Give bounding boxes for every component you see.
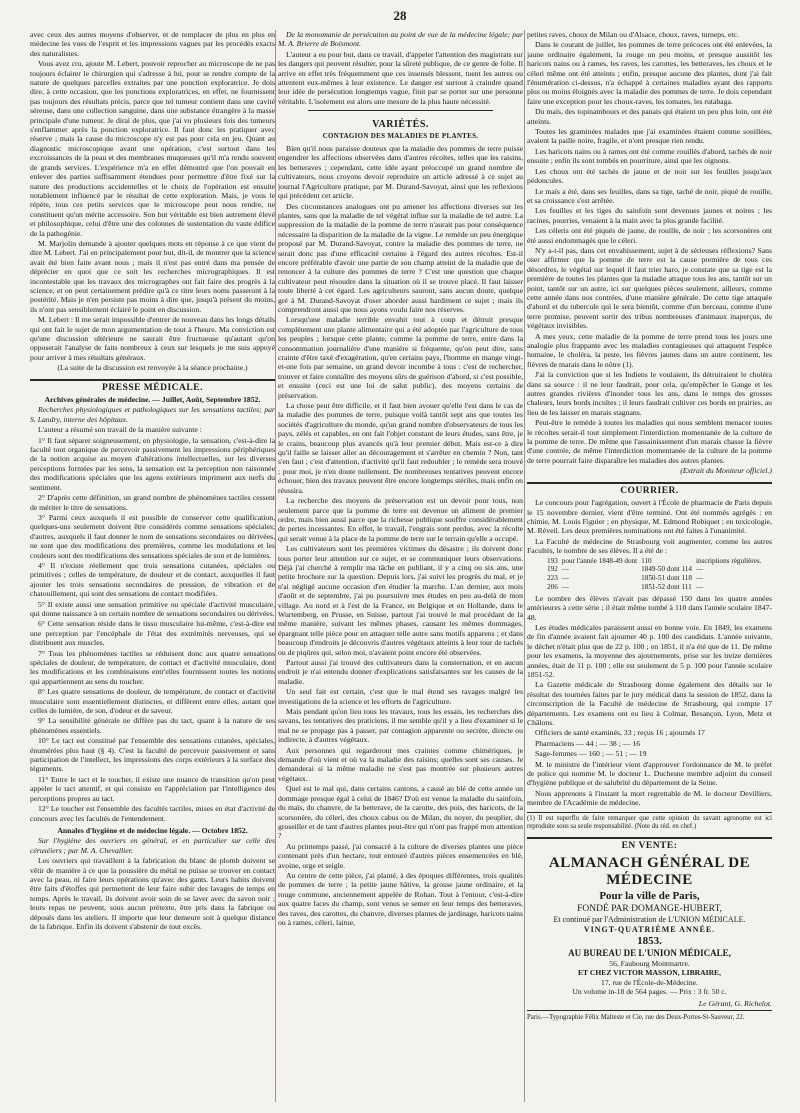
column-left (30, 30, 275, 1098)
paragraph: Vous avez cru, ajoute M. Lebert, pouvoir reprocher au microscope de ne pas toujours éclairer le chirurgien qui s'adresse à lui, pour se rendre compte de la nature de quelques parcelles extraites par une ponction exploratrice. Je dois dire, à cette occasion, que les ponctions exploratrices, en effet, ne fournissent pas toujours des résultats précis, parce que tel tumeur contient dans une cavité séreuse, dans une collection sanguine, dans une substance étrangère à la masse principale d'une tumeur. Je dirai de plus, que j'ai vu plusieurs fois des tumeurs s'enflammer après la ponction exploratrice. Il faut donc les pratiquer avec réserve ; mais la cause du microscope n'y est pas pour cela en jeu. Quant au diagnostic microscopique avant une opération, c'est surtout dans les excroissances de la peau et des membranes muqueuses qu'il m'a rendu souvent de grands services. L'expérience m'a en effet démontré que l'on pouvait en enlever des parties suffisamment étendues pour permettre d'être fixé sur la nature des productions accidentelles et le choix de l'opération est ensuite notablement influencé par le résultat de cette exploration. Mais, je vous le répète, tous ces petits services que le microscope peut nous rendre, ne constituent qu'un mérite accessoire. Son but véritable est bien autrement élevé et philosophique, celui d'être une des colonnes de sustentation du vaste édifice de la pathogénie. (30, 59, 275, 238)
paragraph: Quel est le mal qui, dans certains cantons, a causé au blé de cette année un dommage presque égal à celui de 1846? D'où est venue la maladie du sainfoin, du maïs, du chanvre, de la betterave, de la carotte, des pois, des haricots, de la scorsonère, du céleri, des choux cabus ou de Milan, du noyer, du peuplier, du groseiller et de tant d'autres plantes peut-être qui n'ont pas frappé mon attention ? (278, 784, 523, 841)
table-cell: — (561, 574, 569, 583)
paragraph: Toutes les graminées malades que j'ai examinées étaient comme souillées, avaient la paille noire, fragile, et n'ont presque rien rendu. (527, 127, 772, 146)
paragraph: Des circonstances analogues ont pu amener les affections diverses sur les plantes, sans que la maladie de tel végétal influe sur la maladie de tel autre. La suppression de la maladie de la pomme de terre n'aurait pas pour conséquence nécessaire la disparition de la maladie de la vigne. Le remède un peu énergique proposé par M. Durand-Savoyat, contre la maladie des pommes de terre, ne serait donc pas d'une efficacité certaine à l'égard des autres récoltes. Est-il encore préférable d'avoir une partie de son champ atteint de la maladie que de renoncer à la culture des pommes de terre ? C'est une question que chaque cultivateur peut résoudre dans la situation où il se trouve placé. Il faut laisser toute liberté à cet égard. Les agriculteurs sauront, sans aucun doute, quelque gré à M. Durand-Savoyat d'oser aborder aussi hardiment ce sujet ; mais ils comprendront aussi que nous ayons voulu faire nos réserves. (278, 201, 523, 314)
ad-line: FONDÉ PAR DOMANGE-HUBERT, (577, 904, 722, 915)
paragraph: L'auteur a eu pour but, dans ce travail, d'appeler l'attention des magistrats sur les dangers qui peuvent résulter, pour la sûreté publique, de ce genre de folie. Il arrive en effet très fréquemment que ces insensés blessent, tuent les autres ou attentent eux-mêmes à leur existence. Le danger est surtout à craindre quand leur idée de persécution longtemps vague, finit par se porter sur une personne véritable. L'isolement est alors une mesure de la plus haute nécessité. (278, 49, 523, 106)
paragraph: 1° Il faut séparer soigneusement, en physiologie, la sensation, c'est-à-dire la faculté tout organique de percevoir passivement les impressions périphériques de la notion acquise au moyen d'altérations intellectuelles, sur les diverses perceptions formées par les sens, la sensation est la perception non raisonnée des modifications spéciales que les agens extérieurs impriment aux nerfs du sentiment. (30, 435, 275, 492)
paragraph: Les études médicales paraissent aussi en bonne voie. En 1849, les examens de fin d'année avaient fait ajourner 40 p. 100 des candidats. L'année suivante, le déchet n'était plus que de 22 p. 100 ; en 1851, il n'a été que de 11. De même pour les examens, la moyenne des ajournements, prise sur les treize dernières années, était de 11 p. 100 ; elle est seulement de 5 p. 100 pour l'année scolaire 1851-52. (527, 622, 772, 679)
paragraph: Le nombre des élèves n'avait pas dépassé 150 dans les quatre années antérieures à cette série ; il était même tombé à 110 dans l'année scolaire 1847-48. (527, 593, 772, 622)
ad-line: AU BUREAU DE L'UNION MÉDICALE, (568, 947, 731, 958)
ad-year: 1853. (637, 934, 662, 947)
paragraph: Du maïs, des topinambours et des panais qui étaient un peu plus loin, ont été atteints. (527, 107, 772, 126)
paragraph: La chose peut être difficile, et il faut bien avouer qu'elle l'est dans le cas de la maladie des pommes de terre, puisque voilà tantôt sept ans que toutes les sociétés d'agriculture du monde, qu'un grand nombre d'observateurs de tous les pays, zélés et capables, en ont fait l'objet constant de leurs études, sans être, je le crains, beaucoup plus avancés qu'à leur premier début. Mais est-ce à dire qu'il faille se laisser aller au découragement et s'arrêter en chemin ? Non, tant s'en faut ; c'est d'attention, d'activité qu'il faut redoubler ; le remède sera trouvé ; pour moi, je n'en doute nullement. De nombreuses tentatives peuvent encore échouer, bien des travaux peuvent être encore longtemps stériles, mais enfin on réussira. (278, 401, 523, 495)
table-row (547, 583, 765, 592)
article-title: Recherches physiologiques et pathologiques sur les sensations tactiles; par S. Landry, interne des hôpitaux. (30, 405, 275, 424)
gerant-signature: Le Gérant, G. Richelot. (698, 998, 772, 1008)
table-cell: 192 (547, 565, 558, 574)
section-subtitle: CONTAGION DES MALADIES DE PLANTES. (322, 131, 479, 140)
paragraph: Nous apprenons à l'instant la mort regrettable de M. le docteur Devilliers, membre de l'Académie de médecine. (527, 788, 772, 808)
paragraph: 12° Le toucher est l'ensemble des facultés tactiles, mises en état d'activité de concours avec les facultés de l'entendement. (30, 804, 275, 823)
ad-line: ET CHEZ VICTOR MASSON, LIBRAIRE, (577, 968, 722, 978)
paragraph: 10° Le tact est constitué par l'ensemble des sensations cutanées, spéciales, énumérées plus haut (§ 4). C'est la faculté de percevoir passivement et sans participation de l'intellect, les impressions des corps extérieurs à la surface des téguments. (30, 736, 275, 774)
paragraph: Bien qu'il nous paraisse douteux que la maladie des pommes de terre puisse engendrer les affections observées dans d'autres récoltes, telles que les raisins, les betteraves ; cependant, cette idée ayant préoccupé un grand nombre de cultivateurs, nous croyons devoir reproduire un article adressé à ce sujet au journal l'Agriculture pratique, par M. Durand-Savoyat, ainsi que les reflexions qui précèdent cet article. (278, 144, 523, 201)
paragraph: J'ai la conviction que si les Indiens le voulaient, ils détruiraient le choléra dans sa source : il ne leur faudrait, pour cela, qu'empêcher le Gange et les autres grandes rivières d'inonder tous les ans, dans le temps des grosses chaleurs, leurs bords incultes ; il leurs faudrait cultiver ces bords en prairies, au lieu de les laisser en marais stagnans. (527, 370, 772, 417)
table-cell: 223 (547, 574, 558, 583)
paragraph: La Faculté de médecine de Strasbourg voit augmenter, comme les autres Facultés, le nombre de ses élèves. Il a été de : (527, 536, 772, 556)
table-cell: pour l'année 1848-49 dont (561, 556, 638, 565)
paragraph: 2° D'après cette définition, un grand nombre de phénomènes tactiles cessent de mériter le titre de sensations. (30, 493, 275, 512)
printer-imprint: Paris.—Typographie Félix Malteste et Cie, rue des Deux-Portes-St-Sauveur, 22. (527, 1010, 772, 1022)
ad-line: Un volume in-18 de 564 pages. — Prix : 3 fr. 50 c. (572, 987, 727, 997)
paragraph: Les ouvriers qui travaillent à la fabrication du blanc de plomb doivent se vêtir de manière à ce que la poussière du métal ne puisse se trouver en contact avec la peau, ni faire leurs opérations qu'avec des gants. Leurs habits doivent être faits d'étoffes qui permettent de leur faire subir des lavages de temps en temps. Après le travail, ils doivent avoir soin de se laver avec du savon noir ; leurs repas ne peuvent, sous aucun prétexte, être pris dans la fabrique ou déposés dans les ateliers. Il importe que leur demeure soit à quelque distance de la fabrique. Enfin ils doivent s'abstenir de tout excès. (30, 856, 275, 931)
paragraph: Lorsqu'une maladie terrible envahit tout à coup et détruit presque complètement une plante alimentaire qui a été adoptée par l'agriculture de tous les peuples ; lorsque cette plante, comme la pomme de terre, entre dans la consommation journalière d'une manière si fréquente, qu'on peut dire, sans crainte d'être taxé d'exagération, qu'en certains pays, l'homme en mange vingt-et-une fois par semaine, un grand devoir incombe à tous : c'est de rechercher, trouver et faire connaître des moyens sûrs de guérison d'abord, si c'est possible, et ensuite (ceci est une loi de salut public), des moyens certains de préservation. (278, 315, 523, 400)
article-title: Sur l'hygiène des ouvriers en général, et en particulier sur celle des céruséiers ; par M. A. Chevallier. (30, 836, 275, 855)
column-divider (524, 30, 525, 1102)
paragraph: Dans le courant de juillet, les pommes de terre précoces ont été enlevées, la jaune ordinaire également, la rouge un peu moins, et presque aussitôt les haricots nains ou à rames, les raves, les carottes, les betteraves, les choux et le céleri même ont été atteints ; enfin, presque aucune des plantes, dont j'ai fait l'énumération ci-dessus, n'a échappé à certaines maladies ayant des rapports plus ou moins éloignés avec la maladie des pommes de terre. Je dois cependant faire une exception pour les choux-raves, les tomates, les rutabaga. (527, 40, 772, 106)
paragraph: 9° La sensibilité générale ne diffère pas du tact, quant à la nature de ses phénomènes essentiels. (30, 716, 275, 735)
ad-line: Et continué par l'Administration de L'UNION MÉDICALE. (553, 915, 746, 925)
ad-line: 56, Faubourg Montmartre. (609, 958, 690, 968)
journal-heading: Archives générales de médecine. — Juillet, Août, Septembre 1852. (44, 395, 261, 405)
paragraph: 3° Parmi ceux auxquels il est possible de conserver cette qualification, quelques-uns seulement doivent être considérés comme sensations spéciales; d'autres, auxquels il faut donner le nom de sensations secondaires ou dérivées, ne sont que des modifications des premières, comme les modulations et les couleurs sont des modifications des sensations spéciales de son et de lumières. (30, 512, 275, 560)
paragraph: Un seul fait est certain, c'est que le mal étend ses ravages malgré les investigations de la science et les efforts de l'agriculture. (278, 687, 523, 706)
paragraph: 6° Cette sensation réside dans le tissu musculaire lui-même, c'est-à-dire est une perception par l'encéphale de l'état des extrémités nerveuses, qui se distribuent aux muscles. (30, 619, 275, 648)
paragraph: M. le ministre de l'intérieur vient d'approuver l'ordonnance de M. le préfet de police qui nomme M. le docteur L. Duchesne membre adjoint du conseil d'hygiène publique et de salubrité du département de la Seine. (527, 759, 772, 788)
table-cell: 1850-51 dont 118 (641, 574, 692, 583)
journal-heading: Annales d'hygiène et de médecine légale. — Octobre 1852. (57, 825, 248, 835)
section-title-courrier: COURRIER. (527, 482, 772, 496)
paragraph: 8° Les quatre sensations de douleur, de température, de contact et d'activité musculaire sont essentiellement distinctes, et diffèrent entre elles, autant que celles de lumière, de son, d'odeur et de saveur. (30, 687, 275, 716)
paragraph: L'auteur a résumé son travail de la manière suivante : (38, 425, 202, 435)
paragraph: Au printemps passé, j'ai consacré à la culture de diverses plantes une pièce contenant près d'un hectare, tout entouré d'autres pièces ensemencées en blé, avoine, orge et seigle. (278, 841, 523, 870)
paragraph: avec ceux des autres moyens d'observer, et de remplacer de plus en plus en médecine les vues de l'esprit et les impressions vagues par les procédés exacts des naturalistes. (30, 30, 275, 58)
footnote: (1) Il est superflu de faire remarquer que cette opinion du savant agronome est ici reproduite sous sa seule responsabilité. (Note du réd. en chef.) (527, 812, 772, 831)
table-row (547, 557, 765, 566)
table-cell: inscriptions régulières. (695, 556, 762, 565)
paragraph: Les cultivateurs sont les premières victimes du désastre ; ils doivent donc tous porter leur attention sur ce sujet, et se communiquer leurs observations. Déjà j'ai cherché à remplir ma tâche en publiant, il y a cinq ou six ans, une petite brochure sur la question. Depuis lors, j'ai suivi les progrès du mal, et je n'ai négligé aucune occasion d'en étudier la marche. L'an dernier, aux mois d'août et de septembre, j'ai pu poursuivre mes études en peu au-delà de mon village. Au nord et à l'est de la France, en Belgique et en Hollande, dans le Wurtemberg, en Prusse, en Suisse, partout j'ai trouvé le mal procédant de la même manière, suivant les mêmes phases, causant les mêmes dommages, épargnant telle pièce pour en attaquer telle autre sans motifs apparens ; et dans beaucoup d'endroits je découvris d'autres végétaux atteints à leur tour de tachés ou de piqûres qui, selon moi, n'avaient point encore été observées. (278, 544, 523, 657)
table-cell: 193 (547, 556, 558, 565)
paragraph: Aux personnes qui regarderont mes craintes comme chimériques, je demande d'où vient et où va la maladie des raisins; quelles sont ses causes. Je demanderai si la même maladie ne s'est pas montrée sur plusieurs autres végétaux. (278, 745, 523, 783)
column-right (527, 30, 772, 1098)
almanach-advertisement (527, 855, 772, 996)
divider (308, 110, 493, 111)
table-cell: 1849-50 dont 114 (641, 565, 692, 574)
paragraph: Partout aussi j'ai trouvé des cultivateurs dans la consternation, et en aucun endroit je n'ai entendu donner d'explications satisfaisantes sur les causes de la maladie. (278, 658, 523, 686)
table-cell: 110 (641, 556, 652, 565)
table-cell: — (561, 582, 569, 591)
paragraph: Pharmaciens — 44 ; — 38 ; — 16 (535, 738, 641, 748)
ad-line: 17, rue de l'École-de-Médecine. (601, 977, 698, 987)
article-title: De la monomanie de persécution au point de vue de la médecine légale; par M. A. Brierre de Boismont. (278, 30, 523, 49)
paragraph: La recherche des moyens de préservation est un devoir pour tous, non seulement parce que la pomme de terre est devenue un aliment de premier ordre, mais bien aussi parce que la richesse publique souffre considérablement de pertes incessantes. En effet, le travail, l'engrais sont perdus, avec la récolte qui serait venue à la place de la pomme de terre sur le terrain qu'elle a occupé. (278, 496, 523, 543)
paragraph: A mes yeux, cette maladie de la pomme de terre prend tous les jours une analogie plus frappante avec les maladies contagieuses qui attaquent l'espèce humaine, le choléra, la peste, les fièvres jaunes dans un autre continent, les fièvres de marais dans le nôtre (1). (527, 331, 772, 369)
paragraph: petites raves, choux de Milan ou d'Alsace, choux, raves, turneps, etc. (527, 30, 739, 39)
table-row (547, 574, 765, 583)
table-cell: 206 (547, 582, 558, 591)
table-row (547, 565, 765, 574)
paragraph: M. Marjolin demande à ajouter quelques mots en réponse à ce que vient de dire M. Lebert. J'ai en principalement pour but, dit-il, de montrer que la science avait été bien faite avant nous ; mais il n'est pas entré dans ma pensée de déprécier en quoi que ce soit les recherches micrographiques. Il est incontestable que les travaux des micrographes ont fait faire des progrès à la science, et on peut certainement prédire qu'à ce titre leurs noms passeront à la postérité. Mais je n'en persiste pas moins à dire que, jusqu'à présent du moins, ils n'ont pas sensiblement éclairé le point en discussion. (30, 238, 275, 314)
paragraph: Les haricots nains ou à rames ont été comme rouillés d'abord, tachés de noir ensuite ; enfin ils sont tombés en pourriture, ainsi que les oignons. (527, 146, 772, 166)
section-title-varietes: VARIÉTÉS. (372, 119, 429, 131)
table-cell: — (561, 565, 569, 574)
table-cell: — (695, 574, 704, 583)
ad-line: Pour la ville de Paris, (599, 890, 700, 903)
paragraph: Le concours pour l'agrégation, ouvert à l'École de pharmacie de Paris depuis le 15 novembre dernier, vient d'être terminé. Ont été nommés agrégés : en chimie, M. Louis Figuier ; en physique, M. Edmond Robiquet ; en toxicologie, M. Réveil. Les deux premières nominations ont été faites à l'unanimité. (527, 498, 772, 536)
paragraph: 7° Tous les phénomènes tactiles se réduisent donc aux quatre sensations spéciales de douleur, de température, de contact et d'activité musculaire, dont les modifications et les combinaisons entr'elles fournissent toutes les notions qui appartiennent au sens du toucher. (30, 648, 275, 686)
paragraph: 5° Il existe aussi une sensation primitive ou spéciale d'activité musculaire, qui donne naissance à un certain nombre de sensations secondaires ou dérivées. (30, 599, 275, 618)
paragraph: M. Lebert : Il me serait impossible d'entrer de nouveau dans les longs détails qui ont fait le sujet de mon argumentation de tout à l'heure. Ma conviction est qu'une discussion ultérieure ne saurait être fructueuse qu'autant qu'on opposerait l'analyse de faits nombreux à ceux sur lesquels je me suis appuyé pour arriver à mes résultats généraux. (30, 315, 275, 362)
table-cell: — (695, 582, 704, 591)
table-cell: — (695, 565, 704, 574)
section-title-presse: PRESSE MÉDICALE. (30, 379, 275, 393)
paragraph: Les céleris ont été piqués de jaune, de rouille, de noir ; les scorsonères ont été aussi endommagés que le céleri. (527, 226, 772, 245)
ad-title: ALMANACH GÉNÉRAL DE MÉDECINE (548, 855, 751, 889)
source-credit: (Extrait du Moniteur officiel.) (680, 466, 772, 476)
paragraph: Officiers de santé examinés, 33 ; reçus 16 ; ajournés 17 (535, 728, 705, 738)
paragraph: 11° Entre le tact et le toucher, il existe une nuance de transition qu'on peut appeler le tact attentif, et qui consiste en l'appréciation par l'intelligence des perceptions propres au tact. (30, 774, 275, 803)
table-cell: 1851-52 dont 111 (641, 582, 692, 591)
paragraph: La Gazette médicale de Strasbourg donne également des détails sur le résultat des tournées faites par le jury médical dans la session de 1852, dans la circonscription de la Faculté de médecine de Strasbourg, qui compte 17 départements. Les examens ont eu lieu à Colmar, Besançon, Lyon, Metz et Châlons. (527, 680, 772, 727)
paragraph: Sage-femmes — 160 ; — 51 ; — 19 (535, 749, 647, 759)
page-number: 28 (393, 8, 407, 23)
enrollment-table (547, 557, 765, 592)
paragraph: (La suite de la discussion est renvoyée à la séance prochaine.) (57, 363, 248, 373)
paragraph: Les feuilles et les tiges du sainfoin sont devenues jaunes et noires ; les racines, pourries, venaient à la main avec la plus grande facilité. (527, 206, 772, 225)
paragraph: Le maïs a été, dans ses feuilles, dans sa tige, taché de noir, piqué de rouille, et sa croissance s'est arrêtée. (527, 186, 772, 205)
section-title-vente: EN VENTE: (527, 837, 772, 851)
paragraph: N'y a-t-il pas, dans cet envahissement, sujet à de sérieuses réflexions? Sans oser affirmer que la pomme de terre est la cause première de tous ces désordres, le végétal sur lequel il faut trier haro, je constate que sa tige est la première de toutes les plantes que la maladie attaque tous les ans, tantôt sur un point, tantôt sur un autre, ici sur quelques pièces seulement, ailleurs, comme cette année dans nos contrées, d'une manière générale. De cette tige attaquée d'abord et du tubercule qui le sera bientôt, comme d'un berceau, comme d'une terre promise, peuvent sortir des tribus nombreuses d'animaux inaperçus, de végétaux invisibles. (527, 245, 772, 331)
ad-line: VINGT-QUATRIÈME ANNÉE. (583, 925, 716, 935)
paragraph: Mais pendant qu'on lieu tous les travaux, tous les essais, les recherches des savans, les tentatives des praticiens, il me semble qu'il y a lieu d'examiner si le mal ne se propage pas à passer, par contagion apparente ou secrète, directe ou indirecte, à d'autres végétaux. (278, 707, 523, 745)
column-middle (278, 30, 523, 1098)
paragraph: Les choux ont été tachés de jaune et de noir sur les feuilles jusqu'aux pédoncules. (527, 166, 772, 186)
column-divider (275, 30, 276, 1102)
paragraph: 4° Il n'existe réellement que trois sensations cutanées, spéciales ou primitives ; celles de température, de douleur et de contact, auxquelles il faut ajouter les trois sensations secondaires de pression, de vibration et de chatouillement, qui sont des sensations de contact modifiées. (30, 560, 275, 599)
paragraph: Peut-être le remède à toutes les maladies qui nous semblent menacer toutes le récoltes serait-il tout simplement l'interdiction momentanée de la culture de la pomme de terre. De même que l'assainissement d'un marais chasse la fièvre d'une contrée, de même l'interdiction momentanée de la culture de la pomme de terre pourrait faire disparaître les maladies des autres plantes. (527, 418, 772, 465)
paragraph: Au centre de cette pièce, j'ai planté, à des époques différentes, trois qualités de pommes de terre ; la petite jaune hâtive, la grosse jaune ordinaire, et la rouge commune, anciennement appelée de Rohan. Tout à l'entour, c'est-à-dire aux quatre faces du champ, sont venus se semer en leur temps des betteraves, des raves, des carottes, du chanvre, diverses plantes de jardinage, haricots nains ou à rames, céleri, laitue, (278, 870, 523, 927)
